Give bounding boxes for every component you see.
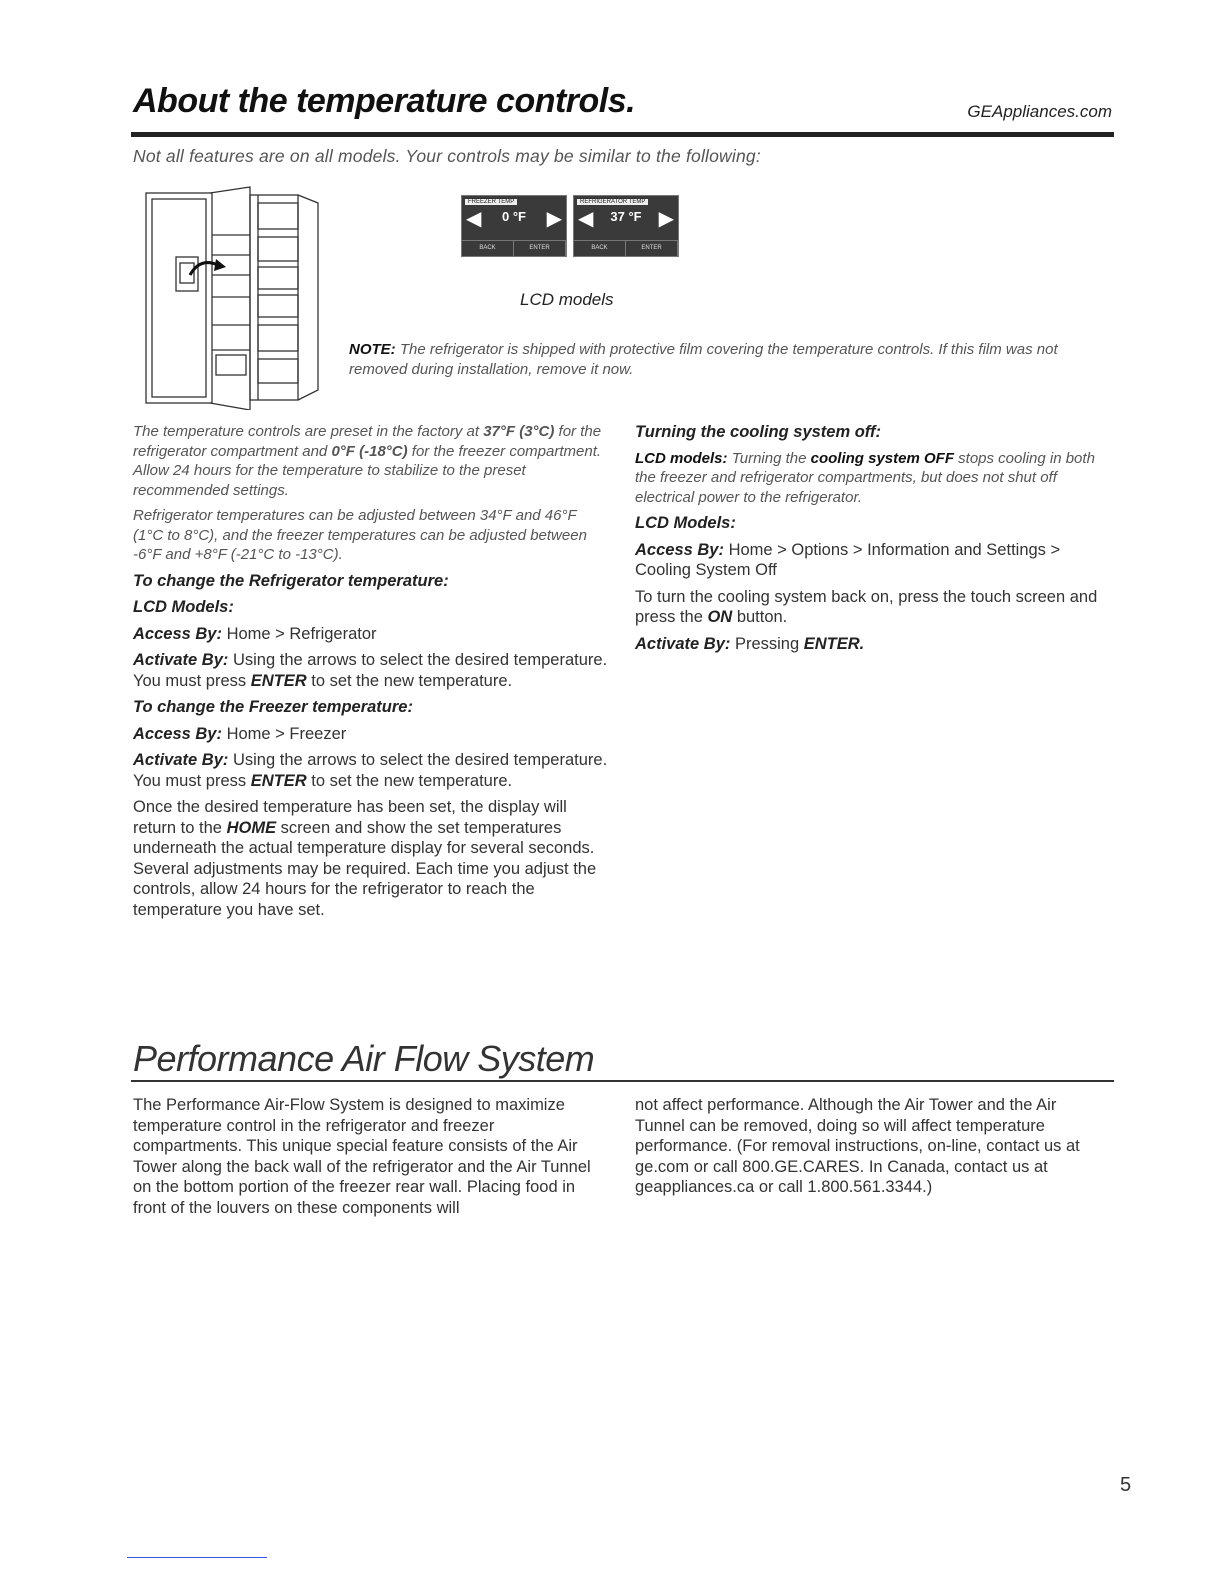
refrigerator-lcd-panel [573, 195, 679, 257]
lcd-back-button: BACK [462, 241, 514, 256]
fridge-access: Access By: Home > Refrigerator [133, 624, 377, 643]
fridge-temp-heading: To change the Refrigerator temperature: [133, 571, 449, 590]
freezer-lcd-title: FREEZER TEMP [465, 199, 517, 205]
cooling-on-activate: Activate By: Pressing ENTER. [635, 634, 865, 653]
freezer-temp-heading: To change the Freezer temperature: [133, 698, 413, 716]
cooling-off-paragraph: LCD models: Turning the cooling system OFF stops cooling in both the freezer and refrigerator compartments, but does not shut off electrical power to the refrigerator. [635, 449, 1095, 506]
refrigerator-lcd-value: 37 °F [610, 209, 642, 224]
title-divider [131, 132, 1114, 137]
right-column [635, 422, 1100, 660]
increase-arrow-icon: ▶ [658, 208, 674, 230]
refrigerator-illustration [140, 185, 330, 410]
lcd-models-label: LCD Models: [635, 514, 736, 532]
adjust-range-paragraph: Refrigerator temperatures can be adjusted between 34°F and 46°F (1°C to 8°C), and the freezer temperatures can be adjusted between -6°F and +8°F (-21°C to -13°C). [133, 507, 587, 563]
cooling-on-paragraph: To turn the cooling system back on, press the touch screen and press the ON button. [635, 587, 1098, 626]
lcd-caption: LCD models [520, 290, 614, 309]
refrigerator-lcd-title: REFRIGERATOR TEMP [577, 199, 648, 205]
freezer-lcd-value: 0 °F [502, 209, 526, 224]
preset-freezer-temp: 0°F (-18°C) [331, 442, 408, 460]
perf-left-text: The Performance Air-Flow System is designed to maximize temperature control in the refrigerator and freezer compartments. This unique special feature consists of the Air Tower along the back wall of the refrigerator and the Air Tunnel on the bottom portion of the freezer rear wall. Placing food in front of the louvers on these components will [133, 1096, 591, 1217]
page-subtitle: Not all features are on all models. Your controls may be similar to the following: [133, 146, 761, 166]
section-divider [131, 1080, 1114, 1082]
preset-fridge-temp: 37°F (3°C) [483, 423, 555, 440]
note-label: NOTE: [349, 341, 396, 358]
freezer-lcd-panel [461, 195, 567, 257]
section-title: Performance Air Flow System [133, 1038, 595, 1079]
page-number: 5 [1120, 1474, 1132, 1496]
cooling-off-heading: Turning the cooling system off: [635, 423, 881, 441]
lcd-back-button: BACK [574, 241, 626, 256]
preset-paragraph: The temperature controls are preset in the factory at 37°F (3°C) for the refrigerator compartment and 0°F (-18°C) for the freezer compartment. Allow 24 hours for the temperature to stabilize to the preset recommended settings. [133, 423, 602, 499]
once-set-paragraph: Once the desired temperature has been set, the display will return to the HOME screen and show the set temperatures underneath the actual temperature display for several seconds. Several adjustments may be required. Each time you adjust the controls, allow 24 hours for the refrigerator to reach the temperature you have set. [133, 798, 597, 919]
decrease-arrow-icon: ◀ [466, 208, 482, 230]
page-title: About the temperature controls. [133, 82, 636, 120]
lcd-enter-button: ENTER [626, 241, 678, 256]
footer-rule [127, 1557, 267, 1558]
increase-arrow-icon: ▶ [546, 208, 562, 230]
freezer-access: Access By: Home > Freezer [133, 724, 347, 743]
note-paragraph [349, 340, 1089, 380]
left-column [133, 422, 608, 926]
cooling-off-access: Access By: Home > Options > Information and Settings > Cooling System Off [635, 540, 1061, 579]
lcd-enter-button: ENTER [514, 241, 566, 256]
website-url: GEAppliances.com [967, 102, 1112, 121]
freezer-activate: Activate By: Using the arrows to select the desired temperature. You must press ENTER to set the new temperature. [133, 751, 608, 790]
note-text: The refrigerator is shipped with protective film covering the temperature controls. If this film was not removed during installation, remove it now. [349, 341, 1058, 378]
perf-right-text: not affect performance. Although the Air Tower and the Air Tunnel can be removed, doing so will affect temperature performance. (For removal instructions, on-line, contact us at ge.com or call 800.GE.CARES. In Canada, contact us at geappliances.ca or call 1.800.561.3344.) [635, 1096, 1080, 1196]
lcd-models-label: LCD Models: [133, 598, 234, 616]
decrease-arrow-icon: ◀ [578, 208, 594, 230]
fridge-activate: Activate By: Using the arrows to select the desired temperature. You must press ENTER to set the new temperature. [133, 651, 608, 690]
